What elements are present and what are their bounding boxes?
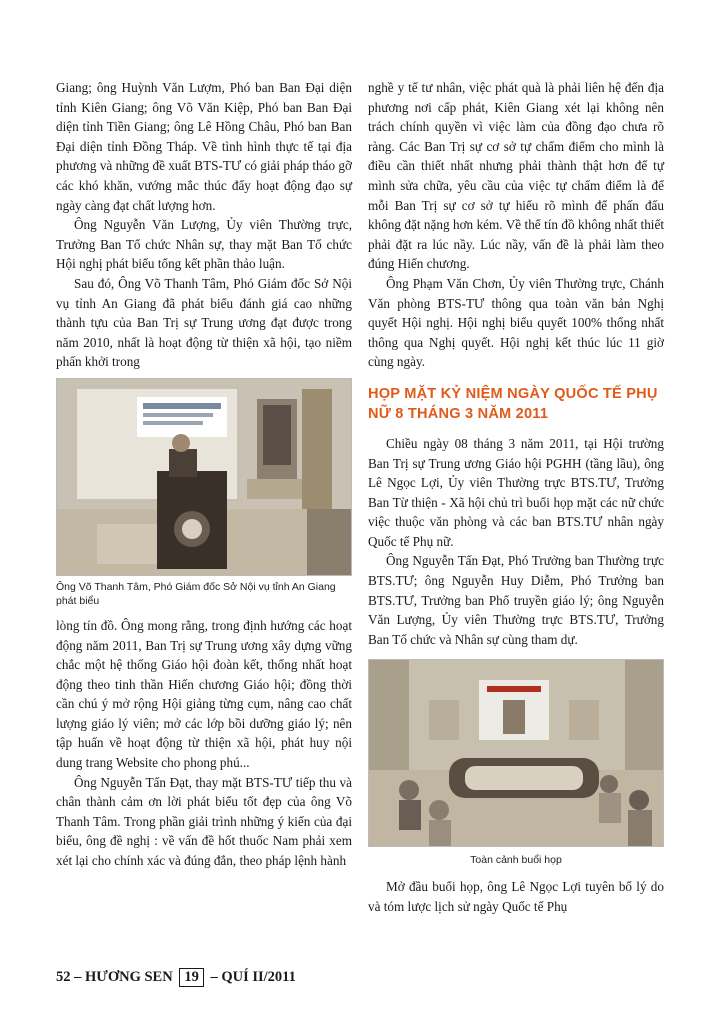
paragraph: lòng tín đồ. Ông mong rằng, trong định hướng các hoạt động năm 2011, Ban Trị sự Trung ương xây dựng vững chắc một hệ thống Giáo hội đoàn kết, thống nhất hoạt động theo tinh thần Hiến chương Giáo hội; đồng thời cần chú ý mở rộng Hội giảng từng cụm, nâng cao chất lượng giáo lý viên; mở các lớp bồi dưỡng giáo lý; nên tập huấn về hoạt động từ thiện xã hội, phát huy nội dung trang Website cho phong phú...: [56, 617, 352, 771]
meeting-photo-image: [369, 660, 664, 846]
footer-page-label: 52 – HƯƠNG SEN: [56, 969, 173, 985]
speaker-photo: [56, 378, 352, 576]
paragraph: Ông Phạm Văn Chơn, Ủy viên Thường trực, Chánh Văn phòng BTS-TƯ thông qua toàn văn bản Nghị quyết Hội nghị. Hội nghị biểu quyết 100% thống nhất thông qua Nghị quyết. Hội nghị kết thúc lúc 11 giờ cùng ngày.: [368, 275, 664, 370]
page-footer: [56, 968, 296, 987]
photo-caption: Ông Võ Thanh Tâm, Phó Giám đốc Sở Nội vụ tỉnh An Giang phát biểu: [56, 580, 336, 607]
paragraph: Chiều ngày 08 tháng 3 năm 2011, tại Hội trường Ban Trị sự Trung ương Giáo hội PGHH (tầng lầu), ông Lê Ngọc Lợi, Ủy viên Thường trực BTS.TƯ, Trưởng Ban Từ thiện - Xã hội chủ trì buổi họp mặt các nữ chức việc thuộc văn phòng và các ban BTS.TƯ nhân ngày Quốc tế Phụ nữ.: [368, 435, 664, 549]
meeting-photo: [368, 659, 664, 847]
paragraph: Sau đó, Ông Võ Thanh Tâm, Phó Giám đốc Sở Nội vụ tỉnh An Giang đã phát biểu đánh giá cao những thành tựu của Ban Trị sự Trung ương đạt được trong năm 2010, nhất là hoạt động từ thiện xã hội, tạo niềm phấn khởi trong: [56, 275, 352, 370]
section-heading: HỌP MẶT KỶ NIỆM NGÀY QUỐC TẾ PHỤ NỮ 8 THÁNG 3 NĂM 2011: [368, 385, 658, 422]
paragraph: nghề y tế tư nhân, việc phát quà là phải liên hệ đến địa phương nơi cấp phát, Kiên Giang xét lại không nên trách chính quyền vì việc làm của đồng đạo chưa rõ ràng. Các Ban Trị sự cơ sở tự chấm điểm cho mình là điều cần thiết nhất nhưng phải thành thật hơn để tự mình sửa chữa, yêu cầu của việc tự chấm điểm là để mỗi Ban Trị sự cơ sở tự hiểu rõ mình để phấn đấu không đặt nặng hơn kém. Về thể tín đồ không nhất thiết phải đặt ra lúc nầy. Lúc nầy, vấn đề là phải làm theo đúng Hiến chương.: [368, 80, 664, 272]
paragraph: Ông Nguyễn Văn Lượng, Ủy viên Thường trực, Trưởng Ban Tổ chức Nhân sự, thay mặt Ban Tổ chức Hội nghị phát biểu tổng kết phần thảo luận.: [56, 217, 352, 272]
paragraph: Giang; ông Huỳnh Văn Lượm, Phó ban Ban Đại diện tỉnh Kiên Giang; ông Võ Văn Kiệp, Phó ban Ban Đại diện tỉnh Tiền Giang; ông Lê Hồng Châu, Phó ban Ban Đại diện tỉnh Đồng Tháp. Về tình hình thực tế tại địa phương và những đề xuất BTS-TƯ có giải pháp tháo gỡ các khó khăn, vướng mắc thúc đẩy hoạt động đạo sự ngày càng đạt chất lượng hơn.: [56, 80, 352, 213]
speaker-photo-image: [57, 379, 352, 575]
paragraph: Ông Nguyễn Tấn Đạt, thay mặt BTS-TƯ tiếp thu và chân thành cảm ơn lời phát biểu tốt đẹp của ông Võ Thanh Tâm. Trong phần giải trình những ý kiến của đại biểu, ông đề nghị : về vấn đề hốt thuốc Nam phải xem xét lại cho chính xác và đúng đắn, theo pháp lệnh hành: [56, 774, 352, 869]
photo-caption: Toàn cảnh buổi họp: [470, 854, 562, 867]
issue-number-badge: 19: [179, 968, 204, 987]
paragraph: Mở đầu buổi họp, ông Lê Ngọc Lợi tuyên bố lý do và tóm lược lịch sử ngày Quốc tế Phụ: [368, 879, 664, 915]
left-column: [56, 78, 352, 871]
right-column: [368, 78, 664, 917]
paragraph: Ông Nguyễn Tấn Đạt, Phó Trưởng ban Thường trực BTS.TƯ; ông Nguyễn Huy Diễm, Phó Trưởng ban BTS.TƯ, Trưởng ban Phổ truyền giáo lý; ông Nguyễn Văn Lượng, Ủy viên Thường trực BTS.TƯ, Trưởng Ban Tổ chức và Nhân sự cùng tham dự.: [368, 553, 664, 647]
footer-quarter: – QUÍ II/2011: [210, 969, 296, 985]
